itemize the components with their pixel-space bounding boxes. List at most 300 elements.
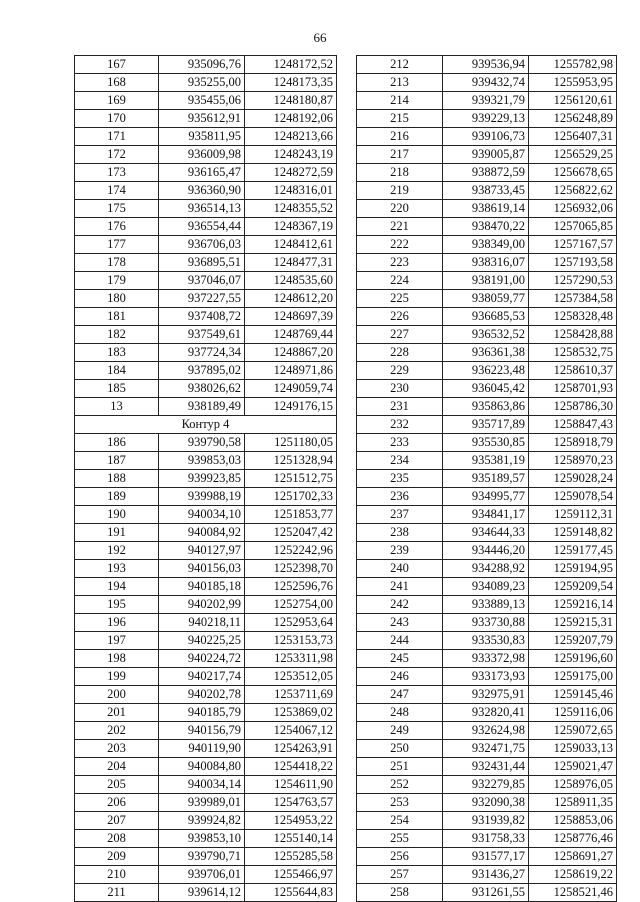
point-number-cell: 220 xyxy=(357,200,443,218)
point-number-cell: 167 xyxy=(75,56,159,74)
y-coordinate-cell: 1251512,75 xyxy=(245,470,337,488)
table-row xyxy=(75,470,337,488)
point-number-cell: 192 xyxy=(75,542,159,560)
x-coordinate-cell: 935811,95 xyxy=(159,128,245,146)
table-row xyxy=(75,884,337,902)
table-row xyxy=(75,272,337,290)
y-coordinate-cell: 1257193,58 xyxy=(529,254,617,272)
x-coordinate-cell: 935381,19 xyxy=(443,452,529,470)
x-coordinate-cell: 939706,01 xyxy=(159,866,245,884)
table-row xyxy=(75,758,337,776)
table-row xyxy=(357,128,617,146)
point-number-cell: 255 xyxy=(357,830,443,848)
point-number-cell: 247 xyxy=(357,686,443,704)
y-coordinate-cell: 1248272,59 xyxy=(245,164,337,182)
point-number-cell: 193 xyxy=(75,560,159,578)
y-coordinate-cell: 1259209,54 xyxy=(529,578,617,596)
point-number-cell: 242 xyxy=(357,596,443,614)
table-row xyxy=(357,542,617,560)
y-coordinate-cell: 1257290,53 xyxy=(529,272,617,290)
point-number-cell: 208 xyxy=(75,830,159,848)
point-number-cell: 194 xyxy=(75,578,159,596)
y-coordinate-cell: 1258976,05 xyxy=(529,776,617,794)
y-coordinate-cell: 1256120,61 xyxy=(529,92,617,110)
y-coordinate-cell: 1255140,14 xyxy=(245,830,337,848)
x-coordinate-cell: 940202,78 xyxy=(159,686,245,704)
y-coordinate-cell: 1248173,35 xyxy=(245,74,337,92)
y-coordinate-cell: 1254611,90 xyxy=(245,776,337,794)
x-coordinate-cell: 940218,11 xyxy=(159,614,245,632)
x-coordinate-cell: 931939,82 xyxy=(443,812,529,830)
table-row xyxy=(357,146,617,164)
table-row xyxy=(357,812,617,830)
point-number-cell: 174 xyxy=(75,182,159,200)
x-coordinate-cell: 938872,59 xyxy=(443,164,529,182)
y-coordinate-cell: 1259194,95 xyxy=(529,560,617,578)
point-number-cell: 231 xyxy=(357,398,443,416)
x-coordinate-cell: 939790,71 xyxy=(159,848,245,866)
table-row xyxy=(357,560,617,578)
y-coordinate-cell: 1258847,43 xyxy=(529,416,617,434)
x-coordinate-cell: 936045,42 xyxy=(443,380,529,398)
point-number-cell: 239 xyxy=(357,542,443,560)
point-number-cell: 209 xyxy=(75,848,159,866)
y-coordinate-cell: 1248367,19 xyxy=(245,218,337,236)
y-coordinate-cell: 1251328,94 xyxy=(245,452,337,470)
point-number-cell: 13 xyxy=(75,398,159,416)
table-row xyxy=(357,884,617,902)
y-coordinate-cell: 1248192,06 xyxy=(245,110,337,128)
point-number-cell: 226 xyxy=(357,308,443,326)
table-row xyxy=(75,848,337,866)
x-coordinate-cell: 935096,76 xyxy=(159,56,245,74)
x-coordinate-cell: 935530,85 xyxy=(443,434,529,452)
y-coordinate-cell: 1252047,42 xyxy=(245,524,337,542)
y-coordinate-cell: 1253512,05 xyxy=(245,668,337,686)
y-coordinate-cell: 1254953,22 xyxy=(245,812,337,830)
point-number-cell: 218 xyxy=(357,164,443,182)
table-row xyxy=(357,758,617,776)
y-coordinate-cell: 1258521,46 xyxy=(529,884,617,902)
point-number-cell: 250 xyxy=(357,740,443,758)
y-coordinate-cell: 1253311,98 xyxy=(245,650,337,668)
x-coordinate-cell: 931261,55 xyxy=(443,884,529,902)
table-row xyxy=(357,290,617,308)
point-number-cell: 221 xyxy=(357,218,443,236)
table-row xyxy=(357,470,617,488)
table-row xyxy=(75,668,337,686)
y-coordinate-cell: 1258786,30 xyxy=(529,398,617,416)
table-row xyxy=(75,812,337,830)
x-coordinate-cell: 932820,41 xyxy=(443,704,529,722)
y-coordinate-cell: 1255466,97 xyxy=(245,866,337,884)
table-row xyxy=(357,650,617,668)
table-row xyxy=(357,56,617,74)
x-coordinate-cell: 934288,92 xyxy=(443,560,529,578)
x-coordinate-cell: 939988,19 xyxy=(159,488,245,506)
y-coordinate-cell: 1252754,00 xyxy=(245,596,337,614)
x-coordinate-cell: 937046,07 xyxy=(159,272,245,290)
x-coordinate-cell: 936532,52 xyxy=(443,326,529,344)
y-coordinate-cell: 1259145,46 xyxy=(529,686,617,704)
point-number-cell: 235 xyxy=(357,470,443,488)
table-row xyxy=(357,182,617,200)
x-coordinate-cell: 932471,75 xyxy=(443,740,529,758)
table-row xyxy=(75,380,337,398)
coordinates-table-right-body xyxy=(357,56,617,902)
y-coordinate-cell: 1248867,20 xyxy=(245,344,337,362)
table-row xyxy=(75,740,337,758)
x-coordinate-cell: 939229,13 xyxy=(443,110,529,128)
y-coordinate-cell: 1256822,62 xyxy=(529,182,617,200)
x-coordinate-cell: 940119,90 xyxy=(159,740,245,758)
y-coordinate-cell: 1259072,65 xyxy=(529,722,617,740)
table-row xyxy=(75,776,337,794)
table-row xyxy=(75,866,337,884)
y-coordinate-cell: 1253153,73 xyxy=(245,632,337,650)
table-row xyxy=(75,632,337,650)
x-coordinate-cell: 933730,88 xyxy=(443,614,529,632)
x-coordinate-cell: 938189,49 xyxy=(159,398,245,416)
x-coordinate-cell: 935455,06 xyxy=(159,92,245,110)
table-row xyxy=(75,650,337,668)
point-number-cell: 189 xyxy=(75,488,159,506)
page-number: 66 xyxy=(313,30,327,45)
point-number-cell: 201 xyxy=(75,704,159,722)
y-coordinate-cell: 1248316,01 xyxy=(245,182,337,200)
table-row xyxy=(75,308,337,326)
point-number-cell: 237 xyxy=(357,506,443,524)
y-coordinate-cell: 1252242,96 xyxy=(245,542,337,560)
table-row xyxy=(75,488,337,506)
y-coordinate-cell: 1248535,60 xyxy=(245,272,337,290)
y-coordinate-cell: 1259215,31 xyxy=(529,614,617,632)
coordinates-table-left xyxy=(74,55,337,902)
table-row xyxy=(357,362,617,380)
y-coordinate-cell: 1259177,45 xyxy=(529,542,617,560)
x-coordinate-cell: 938619,14 xyxy=(443,200,529,218)
y-coordinate-cell: 1259196,60 xyxy=(529,650,617,668)
point-number-cell: 222 xyxy=(357,236,443,254)
y-coordinate-cell: 1253869,02 xyxy=(245,704,337,722)
y-coordinate-cell: 1253711,69 xyxy=(245,686,337,704)
point-number-cell: 168 xyxy=(75,74,159,92)
point-number-cell: 179 xyxy=(75,272,159,290)
table-row xyxy=(357,866,617,884)
y-coordinate-cell: 1255644,83 xyxy=(245,884,337,902)
table-row xyxy=(357,578,617,596)
table-row xyxy=(357,452,617,470)
table-row xyxy=(75,542,337,560)
table-row xyxy=(357,92,617,110)
x-coordinate-cell: 935189,57 xyxy=(443,470,529,488)
table-row xyxy=(75,830,337,848)
y-coordinate-cell: 1258328,48 xyxy=(529,308,617,326)
table-row xyxy=(357,74,617,92)
point-number-cell: 207 xyxy=(75,812,159,830)
table-row xyxy=(357,740,617,758)
x-coordinate-cell: 932975,91 xyxy=(443,686,529,704)
point-number-cell: 258 xyxy=(357,884,443,902)
table-row xyxy=(75,614,337,632)
y-coordinate-cell: 1255782,98 xyxy=(529,56,617,74)
x-coordinate-cell: 940185,79 xyxy=(159,704,245,722)
y-coordinate-cell: 1257065,85 xyxy=(529,218,617,236)
point-number-cell: 254 xyxy=(357,812,443,830)
y-coordinate-cell: 1249176,15 xyxy=(245,398,337,416)
table-row xyxy=(75,56,337,74)
x-coordinate-cell: 937227,55 xyxy=(159,290,245,308)
x-coordinate-cell: 939924,82 xyxy=(159,812,245,830)
x-coordinate-cell: 939853,03 xyxy=(159,452,245,470)
point-number-cell: 243 xyxy=(357,614,443,632)
x-coordinate-cell: 936165,47 xyxy=(159,164,245,182)
y-coordinate-cell: 1251702,33 xyxy=(245,488,337,506)
x-coordinate-cell: 940127,97 xyxy=(159,542,245,560)
point-number-cell: 186 xyxy=(75,434,159,452)
point-number-cell: 182 xyxy=(75,326,159,344)
x-coordinate-cell: 940034,14 xyxy=(159,776,245,794)
x-coordinate-cell: 938470,22 xyxy=(443,218,529,236)
y-coordinate-cell: 1255953,95 xyxy=(529,74,617,92)
table-row xyxy=(357,272,617,290)
table-row xyxy=(357,776,617,794)
point-number-cell: 233 xyxy=(357,434,443,452)
x-coordinate-cell: 937895,02 xyxy=(159,362,245,380)
point-number-cell: 185 xyxy=(75,380,159,398)
table-row xyxy=(75,254,337,272)
point-number-cell: 200 xyxy=(75,686,159,704)
point-number-cell: 190 xyxy=(75,506,159,524)
point-number-cell: 238 xyxy=(357,524,443,542)
point-number-cell: 212 xyxy=(357,56,443,74)
table-row xyxy=(357,596,617,614)
y-coordinate-cell: 1256407,31 xyxy=(529,128,617,146)
y-coordinate-cell: 1249059,74 xyxy=(245,380,337,398)
x-coordinate-cell: 935717,89 xyxy=(443,416,529,434)
point-number-cell: 213 xyxy=(357,74,443,92)
table-row xyxy=(357,344,617,362)
point-number-cell: 215 xyxy=(357,110,443,128)
point-number-cell: 196 xyxy=(75,614,159,632)
y-coordinate-cell: 1248180,87 xyxy=(245,92,337,110)
point-number-cell: 188 xyxy=(75,470,159,488)
point-number-cell: 257 xyxy=(357,866,443,884)
table-row xyxy=(357,416,617,434)
table-row xyxy=(75,344,337,362)
table-row xyxy=(357,632,617,650)
coordinates-table-right xyxy=(356,55,617,902)
x-coordinate-cell: 939432,74 xyxy=(443,74,529,92)
table-row xyxy=(75,524,337,542)
point-number-cell: 228 xyxy=(357,344,443,362)
table-row xyxy=(75,398,337,416)
y-coordinate-cell: 1248243,19 xyxy=(245,146,337,164)
x-coordinate-cell: 931758,33 xyxy=(443,830,529,848)
y-coordinate-cell: 1258610,37 xyxy=(529,362,617,380)
table-row xyxy=(75,434,337,452)
y-coordinate-cell: 1259033,13 xyxy=(529,740,617,758)
x-coordinate-cell: 933889,13 xyxy=(443,596,529,614)
x-coordinate-cell: 932624,98 xyxy=(443,722,529,740)
x-coordinate-cell: 940156,79 xyxy=(159,722,245,740)
x-coordinate-cell: 940185,18 xyxy=(159,578,245,596)
x-coordinate-cell: 934841,17 xyxy=(443,506,529,524)
y-coordinate-cell: 1248355,52 xyxy=(245,200,337,218)
y-coordinate-cell: 1251180,05 xyxy=(245,434,337,452)
y-coordinate-cell: 1259148,82 xyxy=(529,524,617,542)
point-number-cell: 248 xyxy=(357,704,443,722)
point-number-cell: 191 xyxy=(75,524,159,542)
y-coordinate-cell: 1248477,31 xyxy=(245,254,337,272)
x-coordinate-cell: 937408,72 xyxy=(159,308,245,326)
x-coordinate-cell: 938191,00 xyxy=(443,272,529,290)
table-row xyxy=(75,326,337,344)
y-coordinate-cell: 1258918,79 xyxy=(529,434,617,452)
x-coordinate-cell: 939536,94 xyxy=(443,56,529,74)
table-row xyxy=(357,722,617,740)
y-coordinate-cell: 1259207,79 xyxy=(529,632,617,650)
y-coordinate-cell: 1248697,39 xyxy=(245,308,337,326)
table-row xyxy=(357,326,617,344)
table-row xyxy=(75,794,337,812)
x-coordinate-cell: 936706,03 xyxy=(159,236,245,254)
point-number-cell: 211 xyxy=(75,884,159,902)
point-number-cell: 172 xyxy=(75,146,159,164)
y-coordinate-cell: 1259028,24 xyxy=(529,470,617,488)
point-number-cell: 234 xyxy=(357,452,443,470)
y-coordinate-cell: 1248213,66 xyxy=(245,128,337,146)
point-number-cell: 173 xyxy=(75,164,159,182)
x-coordinate-cell: 933530,83 xyxy=(443,632,529,650)
point-number-cell: 244 xyxy=(357,632,443,650)
table-row xyxy=(75,362,337,380)
table-row xyxy=(357,380,617,398)
table-row xyxy=(75,236,337,254)
point-number-cell: 253 xyxy=(357,794,443,812)
y-coordinate-cell: 1254067,12 xyxy=(245,722,337,740)
point-number-cell: 229 xyxy=(357,362,443,380)
point-number-cell: 216 xyxy=(357,128,443,146)
point-number-cell: 203 xyxy=(75,740,159,758)
point-number-cell: 224 xyxy=(357,272,443,290)
point-number-cell: 241 xyxy=(357,578,443,596)
y-coordinate-cell: 1259116,06 xyxy=(529,704,617,722)
point-number-cell: 230 xyxy=(357,380,443,398)
point-number-cell: 240 xyxy=(357,560,443,578)
y-coordinate-cell: 1258691,27 xyxy=(529,848,617,866)
y-coordinate-cell: 1248612,20 xyxy=(245,290,337,308)
point-number-cell: 170 xyxy=(75,110,159,128)
point-number-cell: 223 xyxy=(357,254,443,272)
point-number-cell: 227 xyxy=(357,326,443,344)
table-row xyxy=(357,506,617,524)
point-number-cell: 252 xyxy=(357,776,443,794)
point-number-cell: 178 xyxy=(75,254,159,272)
y-coordinate-cell: 1257167,57 xyxy=(529,236,617,254)
table-row xyxy=(75,128,337,146)
table-row xyxy=(75,560,337,578)
table-row xyxy=(357,218,617,236)
point-number-cell: 214 xyxy=(357,92,443,110)
x-coordinate-cell: 940225,25 xyxy=(159,632,245,650)
x-coordinate-cell: 936554,44 xyxy=(159,218,245,236)
x-coordinate-cell: 936514,13 xyxy=(159,200,245,218)
x-coordinate-cell: 940156,03 xyxy=(159,560,245,578)
x-coordinate-cell: 940217,74 xyxy=(159,668,245,686)
point-number-cell: 198 xyxy=(75,650,159,668)
point-number-cell: 249 xyxy=(357,722,443,740)
y-coordinate-cell: 1258428,88 xyxy=(529,326,617,344)
x-coordinate-cell: 934995,77 xyxy=(443,488,529,506)
y-coordinate-cell: 1259175,00 xyxy=(529,668,617,686)
x-coordinate-cell: 933173,93 xyxy=(443,668,529,686)
point-number-cell: 217 xyxy=(357,146,443,164)
point-number-cell: 197 xyxy=(75,632,159,650)
x-coordinate-cell: 938733,45 xyxy=(443,182,529,200)
table-row xyxy=(75,74,337,92)
point-number-cell: 177 xyxy=(75,236,159,254)
y-coordinate-cell: 1248172,52 xyxy=(245,56,337,74)
point-number-cell: 204 xyxy=(75,758,159,776)
x-coordinate-cell: 938316,07 xyxy=(443,254,529,272)
y-coordinate-cell: 1254418,22 xyxy=(245,758,337,776)
x-coordinate-cell: 940084,80 xyxy=(159,758,245,776)
x-coordinate-cell: 934644,33 xyxy=(443,524,529,542)
y-coordinate-cell: 1258532,75 xyxy=(529,344,617,362)
x-coordinate-cell: 940034,10 xyxy=(159,506,245,524)
y-coordinate-cell: 1259112,31 xyxy=(529,506,617,524)
table-row xyxy=(75,146,337,164)
x-coordinate-cell: 939614,12 xyxy=(159,884,245,902)
table-row xyxy=(75,704,337,722)
table-row xyxy=(75,596,337,614)
table-row xyxy=(357,524,617,542)
point-number-cell: 256 xyxy=(357,848,443,866)
x-coordinate-cell: 931436,27 xyxy=(443,866,529,884)
y-coordinate-cell: 1259021,47 xyxy=(529,758,617,776)
y-coordinate-cell: 1248412,61 xyxy=(245,236,337,254)
point-number-cell: 219 xyxy=(357,182,443,200)
table-row xyxy=(357,794,617,812)
point-number-cell: 199 xyxy=(75,668,159,686)
y-coordinate-cell: 1255285,58 xyxy=(245,848,337,866)
x-coordinate-cell: 939923,85 xyxy=(159,470,245,488)
y-coordinate-cell: 1258853,06 xyxy=(529,812,617,830)
x-coordinate-cell: 933372,98 xyxy=(443,650,529,668)
section-row xyxy=(75,416,337,434)
y-coordinate-cell: 1248971,86 xyxy=(245,362,337,380)
x-coordinate-cell: 934089,23 xyxy=(443,578,529,596)
point-number-cell: 246 xyxy=(357,668,443,686)
x-coordinate-cell: 935863,86 xyxy=(443,398,529,416)
table-row xyxy=(357,848,617,866)
point-number-cell: 181 xyxy=(75,308,159,326)
point-number-cell: 171 xyxy=(75,128,159,146)
table-row xyxy=(357,434,617,452)
x-coordinate-cell: 940202,99 xyxy=(159,596,245,614)
point-number-cell: 202 xyxy=(75,722,159,740)
table-row xyxy=(75,164,337,182)
y-coordinate-cell: 1254763,57 xyxy=(245,794,337,812)
table-row xyxy=(357,830,617,848)
table-row xyxy=(357,704,617,722)
point-number-cell: 251 xyxy=(357,758,443,776)
point-number-cell: 187 xyxy=(75,452,159,470)
y-coordinate-cell: 1256678,65 xyxy=(529,164,617,182)
x-coordinate-cell: 936361,38 xyxy=(443,344,529,362)
coordinates-table-left-body xyxy=(75,56,337,902)
